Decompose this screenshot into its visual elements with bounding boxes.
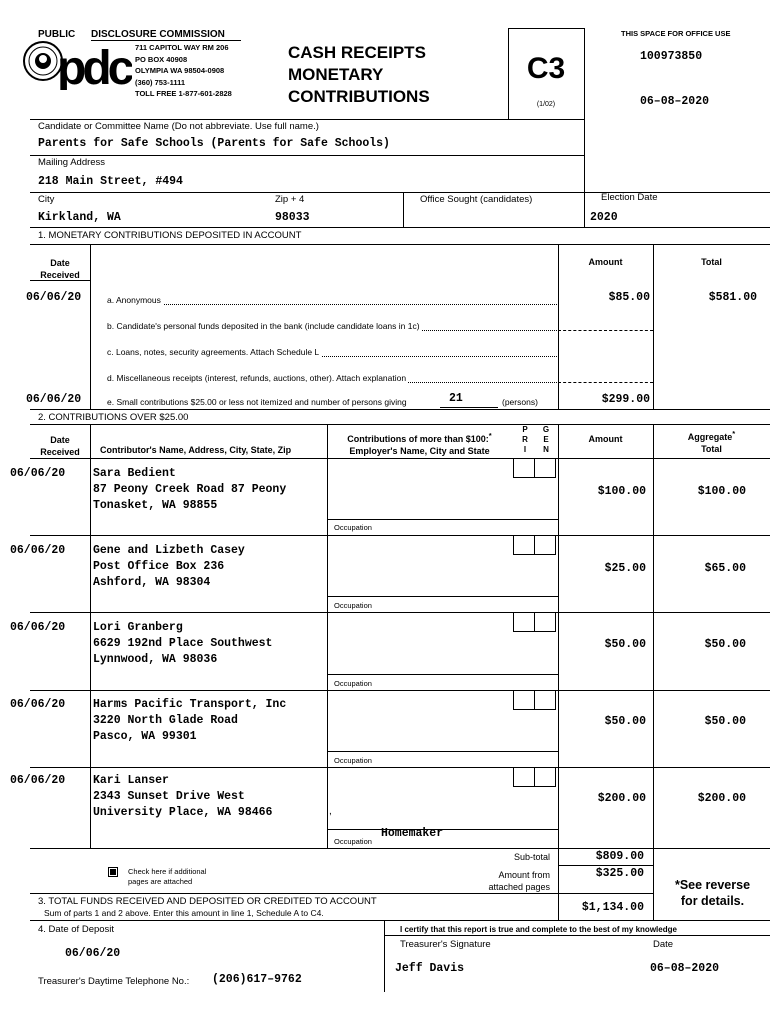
section2-title: 2. CONTRIBUTIONS OVER $25.00 bbox=[38, 412, 189, 423]
sign-date[interactable]: 06–08–2020 bbox=[650, 962, 720, 975]
section3-title: 3. TOTAL FUNDS RECEIVED AND DEPOSITED OR CREDITED TO ACCOUNT bbox=[38, 896, 377, 907]
persons-label: (persons) bbox=[502, 397, 538, 407]
contributor-name: Kari Lanser bbox=[93, 774, 169, 787]
section3-subtitle: Sum of parts 1 and 2 above. Enter this amount in line 1, Schedule A to C4. bbox=[44, 908, 324, 918]
section4-title: 4. Date of Deposit bbox=[38, 924, 115, 935]
title-line: MONETARY bbox=[288, 65, 384, 84]
attached-label-line: attached pages bbox=[488, 882, 550, 892]
contributor-address: 87 Peony Creek Road 87 Peony bbox=[93, 483, 287, 496]
line-c-label: c. Loans, notes, security agreements. Attach Schedule L bbox=[107, 347, 320, 357]
election-date[interactable]: 2020 bbox=[590, 211, 618, 224]
row-date[interactable]: 06/06/20 bbox=[10, 698, 66, 711]
title-line: CONTRIBUTIONS bbox=[288, 87, 430, 106]
address-line: OLYMPIA WA 98504-0908 bbox=[135, 66, 225, 75]
address-line: 711 CAPITOL WAY RM 206 bbox=[135, 43, 229, 52]
date-header-line: Date bbox=[50, 435, 70, 445]
line-d-label: d. Miscellaneous receipts (interest, refunds, auctions, other). Attach explanation bbox=[107, 373, 407, 383]
line-e-amount[interactable]: $299.00 bbox=[601, 393, 650, 406]
line-a-label: a. Anonymous bbox=[107, 295, 161, 305]
additional-pages-label bbox=[128, 867, 206, 887]
total-header: Total bbox=[701, 257, 722, 267]
form-title bbox=[288, 42, 430, 108]
form-code: C3 bbox=[526, 52, 566, 85]
row-date[interactable]: 06/06/20 bbox=[10, 544, 66, 557]
occupation-label: Occupation bbox=[334, 756, 372, 765]
city-label: City bbox=[38, 194, 55, 205]
contributor-name: Lori Granberg bbox=[93, 621, 183, 634]
employer-header-line: Employer's Name, City and State bbox=[349, 446, 490, 456]
row-aggregate[interactable]: $100.00 bbox=[697, 485, 746, 498]
treasurer-signature[interactable]: Jeff Davis bbox=[395, 962, 465, 975]
contributor-address: Post Office Box 236 bbox=[93, 560, 225, 573]
contributor-city: Ashford, WA 98304 bbox=[93, 576, 211, 589]
contributor-name: Harms Pacific Transport, Inc bbox=[93, 698, 287, 711]
phone-label: Treasurer's Daytime Telephone No.: bbox=[38, 976, 190, 987]
general-header bbox=[537, 425, 555, 455]
contributor-name: Sara Bedient bbox=[93, 467, 176, 480]
subtotal[interactable]: $809.00 bbox=[595, 850, 644, 863]
row-amount[interactable]: $100.00 bbox=[597, 485, 646, 498]
check-label-line: pages are attached bbox=[128, 877, 193, 886]
primary-checkbox[interactable] bbox=[513, 767, 535, 787]
mailing-address-label: Mailing Address bbox=[38, 157, 106, 168]
contributor-city: University Place, WA 98466 bbox=[93, 806, 273, 819]
contributor-address: 6629 192nd Place Southwest bbox=[93, 637, 273, 650]
line-e-label: e. Small contributions $25.00 or less not itemized and number of persons giving bbox=[107, 397, 407, 407]
certification-text: I certify that this report is true and complete to the best of my knowledge bbox=[400, 925, 677, 934]
contributor-info[interactable] bbox=[93, 543, 245, 591]
row-aggregate[interactable]: $65.00 bbox=[704, 562, 746, 575]
row-date[interactable]: 06/06/20 bbox=[10, 467, 66, 480]
row-date[interactable]: 06/06/20 bbox=[10, 621, 66, 634]
line-b-label: b. Candidate's personal funds deposited in the bank (include candidate loans in 1c) bbox=[107, 321, 420, 331]
gen-letter: E bbox=[543, 435, 549, 444]
city[interactable]: Kirkland, WA bbox=[38, 211, 121, 224]
row-aggregate[interactable]: $200.00 bbox=[697, 792, 746, 805]
committee-name-label: Candidate or Committee Name (Do not abbreviate. Use full name.) bbox=[38, 121, 319, 132]
contributor-city: Pasco, WA 99301 bbox=[93, 730, 197, 743]
check-label-line: Check here if additional bbox=[128, 867, 207, 876]
aggregate-header-line: Aggregate bbox=[687, 432, 733, 442]
contributor-address: 2343 Sunset Drive West bbox=[93, 790, 245, 803]
committee-name[interactable]: Parents for Safe Schools (Parents for Safe Schools) bbox=[38, 137, 390, 150]
occupation-label: Occupation bbox=[334, 837, 372, 846]
row-amount[interactable]: $50.00 bbox=[604, 638, 646, 651]
asterisk: * bbox=[488, 431, 492, 440]
line-a-date[interactable]: 06/06/20 bbox=[26, 291, 82, 304]
general-checkbox[interactable] bbox=[534, 767, 556, 787]
employer[interactable]: , bbox=[329, 806, 332, 817]
small-contrib-persons[interactable]: 21 bbox=[449, 392, 463, 405]
deposit-date[interactable]: 06/06/20 bbox=[65, 947, 121, 960]
contributor-city: Lynnwood, WA 98036 bbox=[93, 653, 218, 666]
report-date: 06–08–2020 bbox=[640, 95, 710, 108]
date-header-line: Received bbox=[40, 270, 80, 280]
section2-date-header bbox=[30, 434, 90, 458]
pdc-logo bbox=[22, 40, 132, 90]
see-reverse-line: *See reverse bbox=[674, 878, 751, 892]
attached-label-line: Amount from bbox=[498, 870, 550, 880]
pri-letter: P bbox=[522, 425, 528, 434]
asterisk: * bbox=[732, 429, 736, 438]
sign-date-label: Date bbox=[653, 939, 674, 950]
line-e-date[interactable]: 06/06/20 bbox=[26, 393, 82, 406]
occupation-label: Occupation bbox=[334, 523, 372, 532]
row-date[interactable]: 06/06/20 bbox=[10, 774, 66, 787]
general-checkbox[interactable] bbox=[534, 535, 556, 555]
date-header-line: Date bbox=[50, 258, 70, 268]
subtotal-label: Sub-total bbox=[513, 852, 550, 862]
logo-text: pdc bbox=[57, 42, 131, 90]
contributor-name: Gene and Lizbeth Casey bbox=[93, 544, 245, 557]
contributor-header: Contributor's Name, Address, City, State, Zip bbox=[100, 445, 292, 455]
section1-date-header bbox=[30, 257, 90, 281]
total-funds[interactable]: $1,134.00 bbox=[581, 901, 644, 914]
occupation[interactable]: Homemaker bbox=[381, 827, 444, 840]
zip[interactable]: 98033 bbox=[275, 211, 310, 224]
mailing-address[interactable]: 218 Main Street, #494 bbox=[38, 175, 183, 188]
additional-pages-checkbox[interactable] bbox=[108, 867, 118, 877]
aggregate-header bbox=[653, 428, 770, 455]
line-a-amount[interactable]: $85.00 bbox=[608, 291, 650, 304]
commission-address bbox=[135, 42, 232, 100]
contributor-info[interactable] bbox=[93, 773, 272, 821]
attached-pages-amount[interactable]: $325.00 bbox=[595, 867, 644, 880]
gen-letter: N bbox=[543, 445, 549, 454]
gen-letter: G bbox=[542, 425, 550, 434]
address-line: PO BOX 40908 bbox=[135, 54, 188, 64]
occupation-label: Occupation bbox=[334, 679, 372, 688]
address-line: (360) 753-1111 bbox=[135, 77, 186, 87]
zip-label: Zip + 4 bbox=[275, 194, 305, 205]
general-checkbox[interactable] bbox=[534, 458, 556, 478]
contributor-address: 3220 North Glade Road bbox=[93, 714, 238, 727]
title-line: CASH RECEIPTS bbox=[288, 43, 426, 62]
pri-letter: I bbox=[523, 445, 527, 454]
contributor-info[interactable] bbox=[93, 620, 272, 668]
see-reverse-line: for details. bbox=[680, 894, 745, 908]
general-checkbox[interactable] bbox=[534, 690, 556, 710]
office-sought-label: Office Sought (candidates) bbox=[420, 194, 533, 205]
form-version: (1/02) bbox=[536, 101, 556, 108]
primary-checkbox[interactable] bbox=[513, 690, 535, 710]
row-amount[interactable]: $25.00 bbox=[604, 562, 646, 575]
org-name-left: PUBLIC bbox=[38, 29, 76, 40]
employer-header-line: Contributions of more than $100: bbox=[347, 434, 489, 444]
office-use-label: THIS SPACE FOR OFFICE USE bbox=[621, 29, 731, 38]
date-header-line: Received bbox=[40, 447, 80, 457]
contributor-city: Tonasket, WA 98855 bbox=[93, 499, 218, 512]
primary-header bbox=[516, 425, 534, 455]
occupation-label: Occupation bbox=[334, 601, 372, 610]
section1-total[interactable]: $581.00 bbox=[708, 291, 757, 304]
see-reverse-note bbox=[655, 877, 770, 909]
treasurer-phone[interactable]: (206)617–9762 bbox=[212, 973, 302, 986]
amount-header: Amount bbox=[588, 257, 623, 267]
row-amount[interactable]: $200.00 bbox=[597, 792, 646, 805]
primary-checkbox[interactable] bbox=[513, 458, 535, 478]
contributor-info[interactable] bbox=[93, 697, 286, 745]
election-date-label: Election Date bbox=[601, 192, 658, 203]
row-aggregate[interactable]: $50.00 bbox=[704, 638, 746, 651]
row-aggregate[interactable]: $50.00 bbox=[704, 715, 746, 728]
aggregate-header-line: Total bbox=[701, 444, 722, 454]
signature-label: Treasurer's Signature bbox=[400, 939, 491, 950]
section2-amount-header: Amount bbox=[588, 434, 623, 444]
attached-pages-label bbox=[440, 869, 550, 893]
address-line: TOLL FREE 1-877-601-2828 bbox=[135, 89, 232, 98]
general-checkbox[interactable] bbox=[534, 612, 556, 632]
row-amount[interactable]: $50.00 bbox=[604, 715, 646, 728]
section1-title: 1. MONETARY CONTRIBUTIONS DEPOSITED IN ACCOUNT bbox=[38, 230, 302, 241]
primary-checkbox[interactable] bbox=[513, 612, 535, 632]
contributor-info[interactable] bbox=[93, 466, 286, 514]
report-number: 100973850 bbox=[640, 50, 703, 63]
primary-checkbox[interactable] bbox=[513, 535, 535, 555]
org-name-right: DISCLOSURE COMMISSION bbox=[91, 29, 225, 40]
pri-letter: R bbox=[522, 435, 528, 444]
employer-header bbox=[332, 430, 507, 457]
